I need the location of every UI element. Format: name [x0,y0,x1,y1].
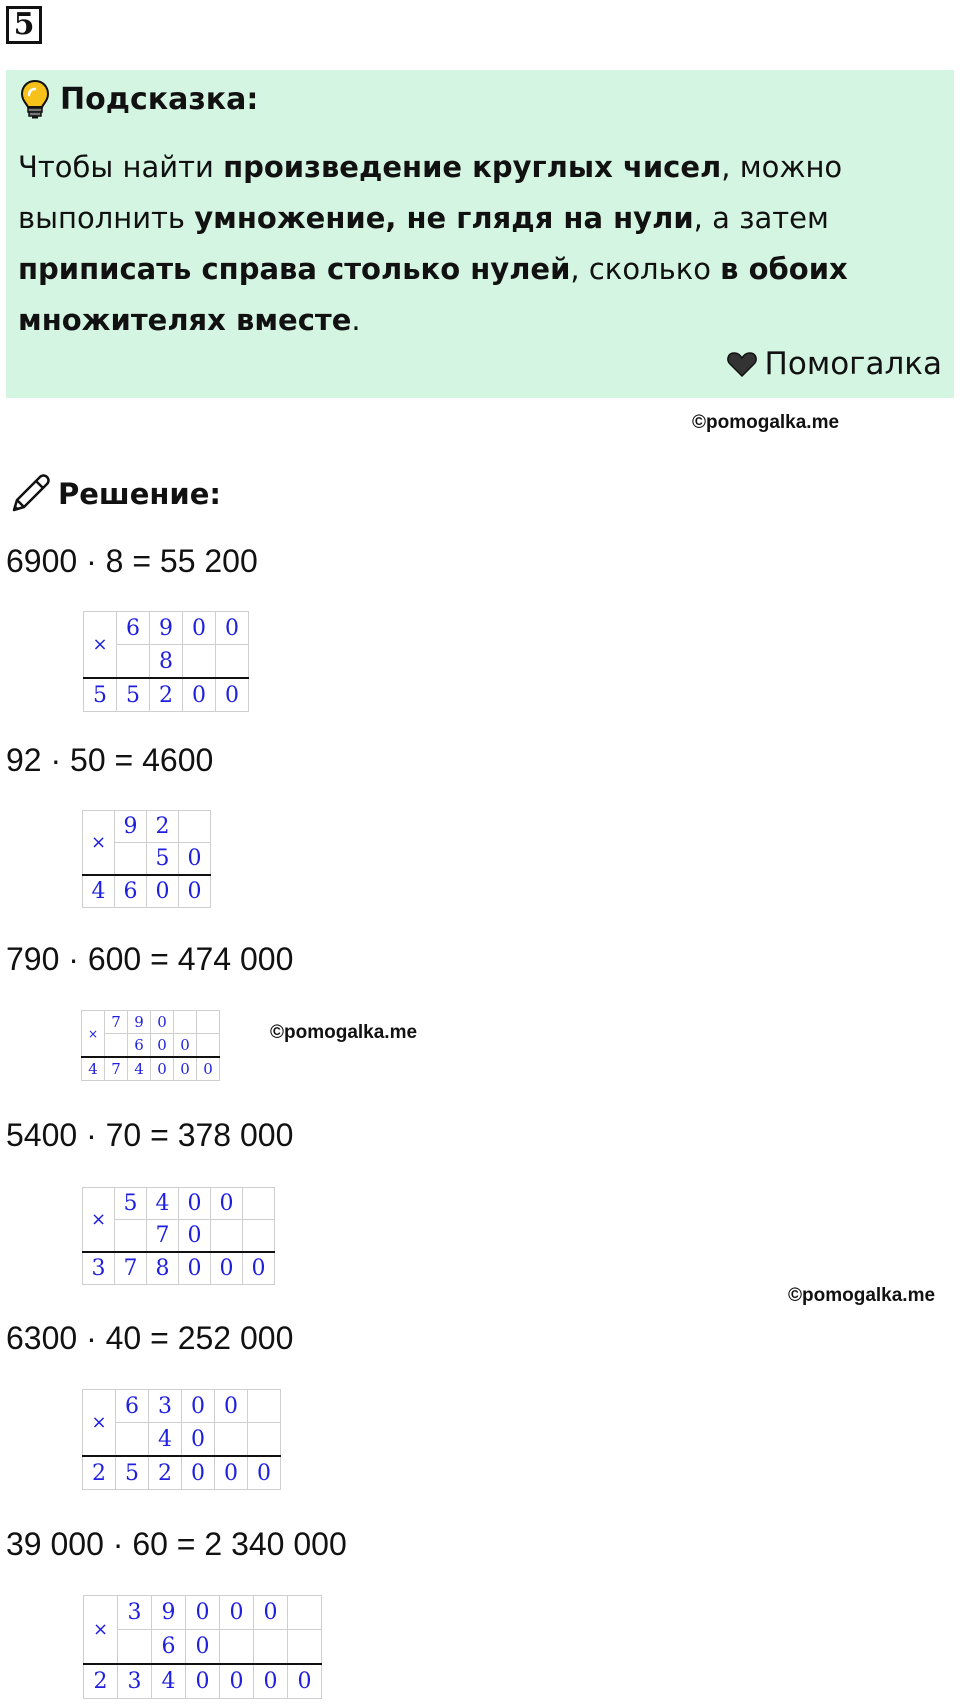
digit-cell [288,1630,322,1665]
digit-cell: 4 [83,875,115,908]
hint-emphasis: приписать справа столько нулей [18,252,571,286]
digit-cell: 0 [179,1252,211,1285]
digit-cell [215,1423,248,1457]
digit-cell: 2 [83,1456,116,1490]
digit-cell [118,1630,152,1665]
digit-cell: 9 [150,612,183,645]
digit-cell [115,843,147,876]
hint-emphasis: произведение круглых чисел [223,150,722,184]
digit-cell: 5 [117,678,150,712]
hint-fragment: , сколько [570,252,721,286]
solution-title-text: Решение: [58,477,222,511]
digit-cell [197,1034,220,1058]
multiplication-table [83,1595,322,1699]
digit-cell: 0 [174,1034,197,1058]
hint-box [6,70,954,398]
digit-cell: 0 [211,1252,243,1285]
digit-cell: 0 [179,843,211,876]
digit-cell: 3 [149,1390,182,1423]
equation: 6300 · 40 = 252 000 [6,1320,294,1356]
digit-cell [248,1390,281,1423]
multiplication-table [83,611,249,712]
digit-cell: 7 [105,1057,128,1081]
digit-cell: 0 [151,1057,174,1081]
digit-cell [248,1423,281,1457]
equation: 6900 · 8 = 55 200 [6,543,258,579]
digit-cell: 0 [186,1630,220,1665]
digit-cell: 9 [152,1596,186,1630]
hint-emphasis: в обоих множителях вместе [18,252,848,337]
digit-cell [116,1423,149,1457]
digit-cell: 0 [211,1188,243,1220]
digit-cell: 0 [197,1057,220,1081]
watermark: ©pomogalka.me [788,1285,936,1306]
digit-cell: 0 [179,1220,211,1253]
digit-cell: 0 [147,875,179,908]
hint-fragment: , а затем [693,201,829,235]
digit-cell: 7 [115,1252,147,1285]
digit-cell: 4 [82,1057,105,1081]
digit-cell [174,1011,197,1034]
digit-cell [105,1034,128,1058]
digit-cell: 0 [151,1034,174,1058]
multiply-sign: × [84,612,117,679]
digit-cell: 0 [248,1456,281,1490]
equation: 39 000 · 60 = 2 340 000 [6,1526,347,1562]
digit-cell: 0 [243,1252,275,1285]
digit-cell: 6 [117,612,150,645]
digit-cell: 2 [150,678,183,712]
digit-cell: 0 [215,1390,248,1423]
digit-cell: 0 [254,1664,288,1699]
digit-cell: 7 [105,1011,128,1034]
digit-cell: 9 [128,1011,151,1034]
digit-cell [243,1220,275,1253]
digit-cell: 3 [118,1596,152,1630]
hint-fragment: Чтобы найти [18,150,224,184]
digit-cell: 7 [147,1220,179,1253]
digit-cell: 0 [288,1664,322,1699]
digit-cell [216,645,249,679]
digit-cell: 8 [150,645,183,679]
equation: 92 · 50 = 4600 [6,742,214,778]
hint-text [18,142,918,346]
digit-cell: 0 [183,678,216,712]
digit-cell: 0 [183,612,216,645]
multiply-sign: × [83,1390,116,1457]
digit-cell: 0 [182,1456,215,1490]
digit-cell: 0 [151,1011,174,1034]
digit-cell: 0 [254,1596,288,1630]
digit-cell: 4 [128,1057,151,1081]
digit-cell: 5 [116,1456,149,1490]
digit-cell: 0 [174,1057,197,1081]
digit-cell: 2 [84,1664,118,1699]
digit-cell: 0 [216,678,249,712]
hint-title-text: Подсказка: [60,81,259,117]
heart-icon [727,351,757,377]
digit-cell: 0 [220,1596,254,1630]
digit-cell [197,1011,220,1034]
digit-cell: 4 [149,1423,182,1457]
digit-cell: 0 [215,1456,248,1490]
multiply-sign: × [84,1596,118,1665]
multiply-sign: × [83,811,115,876]
hint-signature [727,346,942,382]
equation: 5400 · 70 = 378 000 [6,1117,294,1153]
digit-cell: 6 [115,875,147,908]
digit-cell [183,645,216,679]
digit-cell: 0 [182,1390,215,1423]
digit-cell: 6 [128,1034,151,1058]
multiplication-table [82,1389,281,1490]
digit-cell: 3 [83,1252,115,1285]
digit-cell: 0 [186,1596,220,1630]
digit-cell [243,1188,275,1220]
digit-cell: 9 [115,811,147,843]
digit-cell: 0 [220,1664,254,1699]
watermark: ©pomogalka.me [270,1022,418,1043]
digit-cell [220,1630,254,1665]
digit-cell: 4 [152,1664,186,1699]
equation: 790 · 600 = 474 000 [6,941,294,977]
digit-cell: 2 [147,811,179,843]
digit-cell: 6 [152,1630,186,1665]
hint-emphasis: умножение, не глядя на нули [194,201,694,235]
digit-cell: 0 [186,1664,220,1699]
solution-title [8,472,221,516]
digit-cell: 4 [147,1188,179,1220]
lightbulb-icon [20,79,50,119]
digit-cell: 5 [147,843,179,876]
digit-cell [179,811,211,843]
hint-fragment: , можно выполнить [18,150,843,235]
digit-cell [211,1220,243,1253]
digit-cell: 0 [179,1188,211,1220]
digit-cell: 5 [115,1188,147,1220]
multiplication-table [82,810,211,908]
multiplication-table [82,1187,275,1285]
digit-cell [115,1220,147,1253]
watermark: ©pomogalka.me [692,412,840,433]
multiply-sign: × [82,1011,105,1058]
digit-cell: 2 [149,1456,182,1490]
digit-cell: 6 [116,1390,149,1423]
digit-cell: 8 [147,1252,179,1285]
signature-text: Помогалка [764,346,942,382]
digit-cell: 5 [84,678,117,712]
digit-cell: 3 [118,1664,152,1699]
pencil-icon [8,472,52,516]
digit-cell [288,1596,322,1630]
digit-cell: 0 [182,1423,215,1457]
hint-title [20,76,258,122]
hint-fragment: . [351,303,361,337]
digit-cell [117,645,150,679]
digit-cell [254,1630,288,1665]
digit-cell: 0 [216,612,249,645]
multiplication-table [81,1010,220,1081]
multiply-sign: × [83,1188,115,1253]
digit-cell: 0 [179,875,211,908]
task-number: 5 [6,6,42,44]
